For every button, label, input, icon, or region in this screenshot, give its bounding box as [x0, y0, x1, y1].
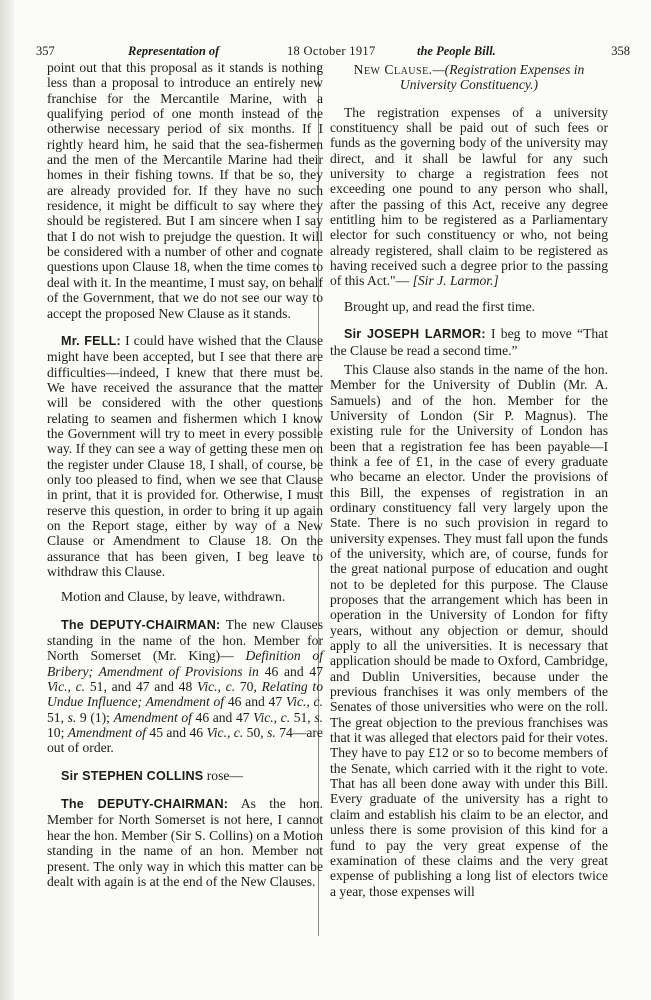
speech-stephen-collins [47, 768, 323, 784]
brought-up-note: Brought up, and read the first time. [344, 298, 536, 314]
header-left-title: Representation of [128, 44, 220, 58]
italic-text: Vic., c. [47, 679, 86, 695]
italic-text: Vic., c. [253, 709, 291, 725]
speech-text: 46 and 47 [227, 694, 283, 710]
speaker-name: The DEPUTY-CHAIRMAN: [61, 617, 221, 632]
speech-text: I beg to move “That the Clause be read a second time.” [330, 326, 608, 358]
right-column [330, 62, 608, 899]
italic-text: Definition of Bribery; Amendment of Provisions in [47, 648, 323, 679]
speaker-name: The DEPUTY-CHAIRMAN: [61, 797, 229, 812]
speech-text: As the hon. Member for North Somerset is not here, I cannot hear the hon. Member (Sir S. Collins) on a Motion standing in the name of an hon. Member not present. The only way in which this matter can be dealt with again is at the end of the New Clauses. [47, 796, 323, 889]
speech-text: rose— [206, 767, 244, 783]
right-page-number: 358 [611, 44, 630, 58]
clause-mover: [Sir J. Larmor.] [412, 273, 499, 289]
italic-text: s. [267, 725, 276, 741]
italic-text: Vic., c. [197, 679, 236, 695]
speaker-name: Sir JOSEPH LARMOR: [344, 327, 486, 342]
speech-text: 70, [239, 679, 257, 695]
speech-text: 51, and 47 and 48 [89, 679, 193, 695]
speech-mr-fell [47, 333, 323, 580]
speech-text: 46 and 47 [264, 663, 323, 679]
clause-text [330, 105, 608, 289]
left-page-number: 357 [36, 44, 55, 58]
speech-deputy-chairman-1 [47, 617, 323, 756]
speech-text: 9 (1); [79, 709, 110, 725]
paragraph-continued: point out that this proposal as it stands is nothing less than a proposal to introduce an entirely new franchise for the Mercantile Marine, with a qualifying period of one month instead of the otherwise necessary period of six months. If I rightly heard him, he said that the sea-fishermen and the men of the Mercantile Marine had their homes in their fishing towns. If that be so, they are already provided for. If they have no such residence, it might be difficult to say where they should be registered. But I am sincere when I say that I do not wish to prejudge the question. It will be considered with a number of other and cognate questions upon Clause 18, when the time comes to deal with it. In the meantime, I must say, on behalf of the Government, that we do not see our way to accept the proposed New Clause as it stands. [47, 60, 323, 321]
italic-text: Amendment of [67, 725, 146, 741]
procedural-note: Motion and Clause, by leave, withdrawn. [61, 589, 286, 605]
italic-text: Relating to Undue Influence; Amendment of [47, 679, 324, 710]
speech-text: 45 and 46 [149, 725, 204, 741]
italic-text: Vic., c. [206, 725, 244, 741]
header-date: 18 October 1917 [287, 44, 376, 58]
left-column [47, 60, 323, 889]
speaker-name: Sir STEPHEN COLLINS [61, 768, 204, 783]
italic-text: s. [314, 709, 324, 725]
new-clause-heading [330, 62, 608, 93]
speech-text: 74—are out of order. [47, 725, 323, 756]
italic-text: Vic., c. [285, 694, 323, 710]
speech-text: 51, [293, 709, 311, 725]
speech-text: I could have wished that the Clause might have been accepted, but I see that there are difficulties—indeed, I knew that there must be. We have received the assurance that the matter will be considered with the other questions relating to seamen and fishermen which I know the Government will try to meet in every possible way. If they can see a way of getting these men on the register under Clause 18, I shall, of course, be only too pleased to find, when we see that Clause in print, that it is provided for. Otherwise, I must reserve this question, in order to bring it up again on the Report stage, either by way of a New Clause or Amendment to Clause 18. On the assurance that has been given, I beg leave to withdraw this Clause. [47, 332, 323, 579]
italic-text: s. [67, 709, 77, 725]
speech-text: The new Clauses standing in the name of the hon. Member for North Somerset (Mr. King)— [47, 616, 323, 664]
speech-text: 46 and 47 [195, 709, 250, 725]
page-binding-edge [0, 0, 14, 1000]
header-right-title: the People Bill. [417, 44, 496, 58]
speech-text: 10; [47, 725, 65, 741]
speaker-name: Mr. FELL: [61, 333, 121, 348]
new-clause-label: New Clause. [353, 62, 433, 77]
speech-text: 51, [47, 709, 64, 725]
speech-deputy-chairman-2 [47, 796, 323, 889]
italic-text: Amendment of [113, 709, 192, 725]
clause-body: The registration expenses of a university constituency shall be paid out of such fees or funds as the governing body of the university may direct, and it shall be lawful for any such university to charge a registration fees not exceeding one pound to any person who shall, after the passing of this Act, receive any degree entitling him to be registered as a Parliamentary elector for such constituency or who, not being already registered, shall claim to be registered as having received such a degree prior to the passing of this Act."— [330, 104, 608, 289]
speech-text: 50, [246, 725, 264, 741]
speech-body: This Clause also stands in the name of the hon. Member for the University of Dublin (Mr. A. Samuels) and of the hon. Member for the University of London (Sir P. Magnus). The existing rule for the University of London has been that a registration fee has been payable—I think a fee of £1, in the case of every graduate who became an elector. Under the provisions of this Bill, the expenses of registration in an ordinary constituency fall very largely upon the State. There is no such provision in regard to university expenses. They must fall upon the funds of the university, which are, of course, funds for the great national purpose of education and ought not to be depleted for this purpose. The Clause proposes that the arrangement which has been in operation in the University of London for fifty years, without any objection or demur, should apply to all the universities. It is necessary that application should be made to Oxford, Cambridge, and Dublin Universities, because under the previous franchises it was only members of the Senates of those universities who were on the roll. The great objection to the previous franchises was that it was alleged that electors paid for their votes. They have to pay £12 or so to become members of the Senate, which carried with it the right to vote. That has all been done away with under this Bill. Every graduate of the university has a right to claim and establish his claim to be an elector, and unless there is some provision of this kind for a fund to pay the very great expense of the examination of these claims and the very great expense of publishing a long list of electors twice a year, those expenses will [330, 361, 608, 899]
speech-joseph-larmor [330, 326, 608, 358]
new-clause-title: —(Registration Expenses in University Constituency.) [399, 62, 585, 93]
